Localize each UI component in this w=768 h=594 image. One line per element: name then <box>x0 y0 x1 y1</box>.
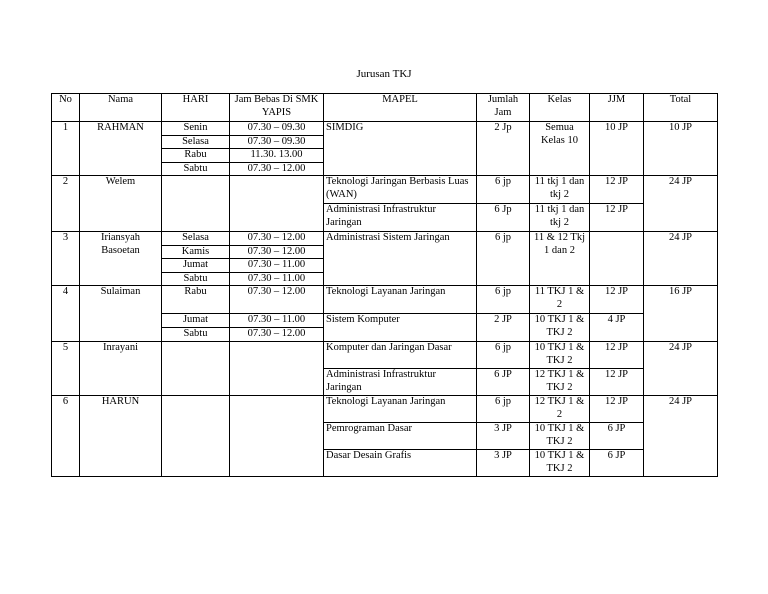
cell-jam <box>230 342 324 396</box>
cell-nama: Iriansyah Basoetan <box>80 232 162 286</box>
cell-no: 3 <box>52 232 80 286</box>
cell-hari <box>162 286 230 314</box>
cell-kelas: 10 TKJ 1 & TKJ 2 <box>530 423 590 450</box>
cell-no: 1 <box>52 122 80 176</box>
cell-nama: Sulaiman <box>80 286 162 342</box>
cell-jam-entry: 07.30 – 09.30 <box>230 122 323 135</box>
cell-jumlah: 6 Jp <box>477 204 530 232</box>
cell-jumlah: 2 JP <box>477 314 530 342</box>
cell-jumlah: 6 jp <box>477 396 530 423</box>
cell-hari <box>162 314 230 342</box>
cell-nama: Inrayani <box>80 342 162 396</box>
cell-jam-entry: 07.30 – 12.00 <box>247 286 306 297</box>
cell-jam-entry: 11.30. 13.00 <box>230 149 323 163</box>
cell-hari <box>162 176 230 232</box>
table-row <box>52 286 718 314</box>
cell-kelas: 12 TKJ 1 & 2 <box>530 396 590 423</box>
cell-jam <box>230 314 324 342</box>
cell-hari-entry: Senin <box>162 122 229 135</box>
cell-jam <box>230 396 324 477</box>
cell-jjm: 12 JP <box>590 286 644 314</box>
cell-mapel: Teknologi Layanan Jaringan <box>324 286 477 314</box>
cell-hari <box>162 396 230 477</box>
cell-hari-entry: Sabtu <box>183 162 208 174</box>
cell-mapel: Administrasi Infrastruktur Jaringan <box>324 204 477 232</box>
cell-jam-entry: 07.30 – 11.00 <box>230 314 323 327</box>
cell-mapel: Administrasi Sistem Jaringan <box>324 232 477 286</box>
cell-jjm: 10 JP <box>590 122 644 176</box>
header-row <box>52 94 718 122</box>
cell-jumlah: 6 jp <box>477 286 530 314</box>
cell-jjm: 12 JP <box>590 342 644 369</box>
cell-jumlah: 3 JP <box>477 450 530 477</box>
cell-kelas: 11 & 12 Tkj 1 dan 2 <box>530 232 590 286</box>
cell-kelas: 10 TKJ 1 & TKJ 2 <box>530 342 590 369</box>
cell-hari <box>162 232 230 286</box>
cell-jumlah: 6 JP <box>477 369 530 396</box>
cell-jam-entry: 07.30 – 12.00 <box>247 327 306 339</box>
header-nama: Nama <box>80 94 162 122</box>
cell-kelas: 10 TKJ 1 & TKJ 2 <box>530 450 590 477</box>
cell-jam <box>230 122 324 176</box>
cell-no: 2 <box>52 176 80 232</box>
cell-no: 4 <box>52 286 80 342</box>
cell-hari <box>162 122 230 176</box>
header-hari: HARI <box>162 94 230 122</box>
cell-jumlah: 6 jp <box>477 232 530 286</box>
table-row <box>52 342 718 369</box>
cell-jumlah: 3 JP <box>477 423 530 450</box>
cell-total: 24 JP <box>644 342 718 396</box>
header-no: No <box>52 94 80 122</box>
cell-kelas: 11 tkj 1 dan tkj 2 <box>530 176 590 204</box>
cell-total: 24 JP <box>644 176 718 232</box>
cell-nama: Welem <box>80 176 162 232</box>
header-jumlah: Jumlah Jam <box>477 94 530 122</box>
cell-jjm: 6 JP <box>590 423 644 450</box>
schedule-table <box>51 93 718 477</box>
cell-nama: HARUN <box>80 396 162 477</box>
header-total: Total <box>644 94 718 122</box>
cell-hari-entry: Sabtu <box>183 327 208 339</box>
cell-jam-entry: 07.30 – 12.00 <box>247 162 306 174</box>
cell-no: 6 <box>52 396 80 477</box>
cell-hari-entry: Rabu <box>184 286 207 297</box>
cell-hari-entry: Kamis <box>162 245 229 259</box>
cell-jumlah: 6 jp <box>477 342 530 369</box>
cell-mapel: Teknologi Jaringan Berbasis Luas (WAN) <box>324 176 477 204</box>
cell-kelas: 11 tkj 1 dan tkj 2 <box>530 204 590 232</box>
cell-jam-entry: 07.30 – 12.00 <box>230 232 323 245</box>
cell-hari-entry: Selasa <box>162 135 229 149</box>
cell-mapel: Dasar Desain Grafis <box>324 450 477 477</box>
cell-jjm: 12 JP <box>590 369 644 396</box>
cell-mapel: Teknologi Layanan Jaringan <box>324 396 477 423</box>
page-title: Jurusan TKJ <box>356 68 412 80</box>
table-row <box>52 232 718 286</box>
cell-kelas: 12 TKJ 1 & TKJ 2 <box>530 369 590 396</box>
table-row <box>52 122 718 176</box>
cell-jam <box>230 286 324 314</box>
cell-kelas: 11 TKJ 1 & 2 <box>530 286 590 314</box>
cell-kelas: Semua Kelas 10 <box>530 122 590 176</box>
cell-jjm: 12 JP <box>590 396 644 423</box>
cell-jjm: 12 JP <box>590 176 644 204</box>
cell-jam-entry: 07.30 – 11.00 <box>247 272 306 284</box>
cell-jam-entry: 07.30 – 12.00 <box>230 245 323 259</box>
cell-jjm: 12 JP <box>590 204 644 232</box>
cell-hari-entry: Sabtu <box>183 272 208 284</box>
cell-hari-entry: Jumat <box>162 259 229 273</box>
cell-jumlah: 6 jp <box>477 176 530 204</box>
cell-total: 24 JP <box>644 232 718 286</box>
cell-nama: RAHMAN <box>80 122 162 176</box>
cell-hari <box>162 342 230 396</box>
cell-jam-entry: 07.30 – 11.00 <box>230 259 323 273</box>
cell-jjm: 4 JP <box>590 314 644 342</box>
cell-jam <box>230 176 324 232</box>
cell-mapel: Komputer dan Jaringan Dasar <box>324 342 477 369</box>
table-row <box>52 396 718 423</box>
cell-total: 10 JP <box>644 122 718 176</box>
cell-jam-entry: 07.30 – 09.30 <box>230 135 323 149</box>
cell-hari-entry: Rabu <box>162 149 229 163</box>
header-jjm: JJM <box>590 94 644 122</box>
cell-total: 16 JP <box>644 286 718 342</box>
cell-jumlah: 2 Jp <box>477 122 530 176</box>
header-kelas: Kelas <box>530 94 590 122</box>
cell-mapel: Administrasi Infrastruktur Jaringan <box>324 369 477 396</box>
cell-mapel: Pemrograman Dasar <box>324 423 477 450</box>
cell-hari-entry: Jumat <box>162 314 229 327</box>
cell-kelas: 10 TKJ 1 & TKJ 2 <box>530 314 590 342</box>
cell-jjm <box>590 232 644 286</box>
cell-total: 24 JP <box>644 396 718 477</box>
cell-mapel: Sistem Komputer <box>324 314 477 342</box>
cell-mapel: SIMDIG <box>324 122 477 176</box>
cell-jam <box>230 232 324 286</box>
table-row <box>52 176 718 204</box>
header-mapel: MAPEL <box>324 94 477 122</box>
header-jam: Jam Bebas Di SMK YAPIS <box>230 94 324 122</box>
cell-hari-entry: Selasa <box>162 232 229 245</box>
cell-no: 5 <box>52 342 80 396</box>
cell-jjm: 6 JP <box>590 450 644 477</box>
